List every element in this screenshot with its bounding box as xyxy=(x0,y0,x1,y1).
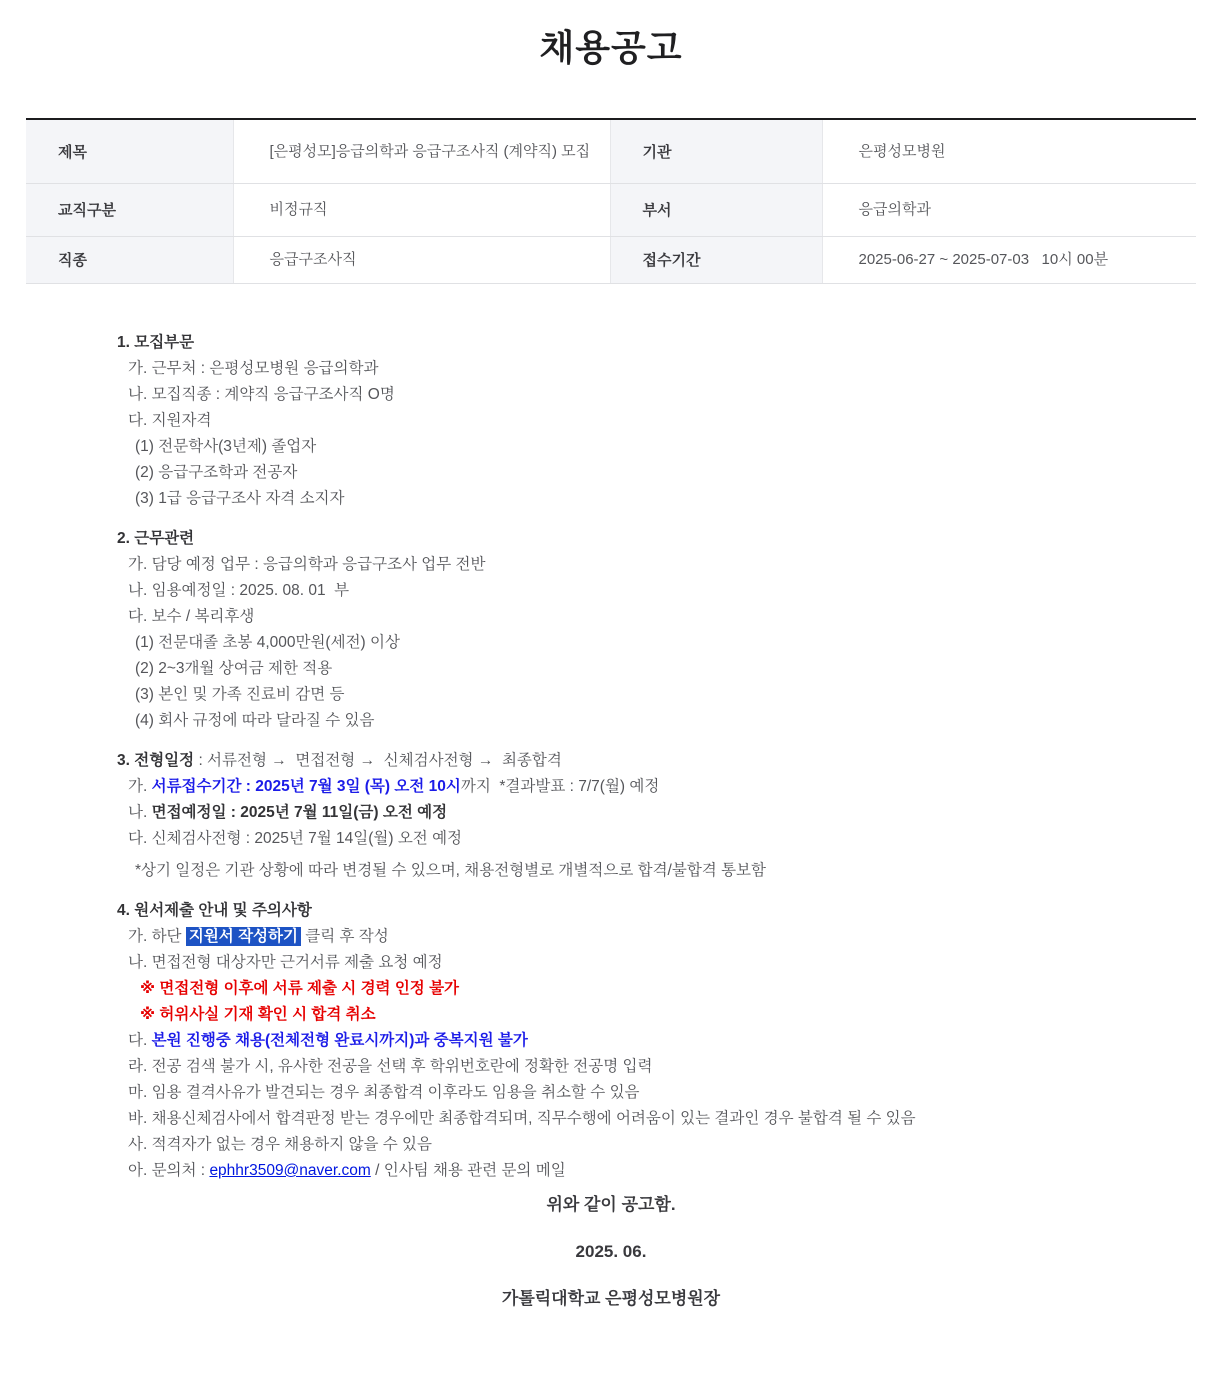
closing-block xyxy=(0,1192,1222,1333)
text-segment: / 인사팀 채용 관련 문의 메일 xyxy=(370,1162,566,1179)
label-institution: 기관 xyxy=(610,119,822,183)
body-line xyxy=(0,656,1222,682)
notice-section xyxy=(0,898,1222,1184)
body-line xyxy=(0,858,1222,884)
text-segment: 아. 문의처 : xyxy=(128,1162,210,1179)
label-job-type: 직종 xyxy=(26,236,233,283)
body-line xyxy=(0,526,1222,552)
text-segment: 4. 원서제출 안내 및 주의사항 xyxy=(117,902,312,919)
body-line xyxy=(0,330,1222,356)
value-position-class: 비정규직 xyxy=(233,183,610,236)
text-segment: 클릭 후 작성 xyxy=(300,928,389,945)
body-line xyxy=(0,774,1222,800)
label-department: 부서 xyxy=(610,183,822,236)
body-line xyxy=(0,1132,1222,1158)
text-segment: 가. 근무처 : 은평성모병원 응급의학과 xyxy=(128,360,379,377)
text-segment: 라. 전공 검색 불가 시, 유사한 전공을 선택 후 학위번호란에 정확한 전공명 입력 xyxy=(128,1058,653,1075)
apply-button-highlight[interactable]: 지원서 작성하기 xyxy=(186,927,301,946)
body-line xyxy=(0,408,1222,434)
notice-section xyxy=(0,748,1222,884)
body-line xyxy=(0,1002,1222,1028)
text-segment: 나. 면접전형 대상자만 근거서류 제출 요청 예정 xyxy=(128,954,443,971)
info-table xyxy=(26,118,1196,284)
body-line xyxy=(0,1106,1222,1132)
body-line xyxy=(0,950,1222,976)
value-job-type: 응급구조사직 xyxy=(233,236,610,283)
closing-statement: 위와 같이 공고함. xyxy=(546,1195,676,1214)
body-line xyxy=(0,1028,1222,1054)
text-segment: *상기 일정은 기관 상황에 따라 변경될 수 있으며, 채용전형별로 개별적으로 합격/불합격 통보함 xyxy=(135,862,766,879)
label-position-class: 교직구분 xyxy=(26,183,233,236)
text-segment: 가. 하단 xyxy=(128,928,186,945)
text-segment: 가. 담당 예정 업무 : 응급의학과 응급구조사 업무 전반 xyxy=(128,556,486,573)
body-line xyxy=(0,826,1222,852)
text-segment: 1. 모집부문 xyxy=(117,334,195,351)
body-line xyxy=(0,578,1222,604)
text-segment: 다. 지원자격 xyxy=(128,412,212,429)
body-line xyxy=(0,630,1222,656)
body-line xyxy=(0,552,1222,578)
value-application-period: 2025-06-27 ~ 2025-07-03 10시 00분 xyxy=(822,236,1196,283)
body-line xyxy=(0,486,1222,512)
text-segment: 다. xyxy=(128,1032,152,1049)
text-segment: 나. 임용예정일 : 2025. 08. 01 부 xyxy=(128,582,350,599)
label-title: 제목 xyxy=(26,119,233,183)
text-segment: 사. 적격자가 없는 경우 채용하지 않을 수 있음 xyxy=(128,1136,432,1153)
text-segment: 다. 신체검사전형 : 2025년 7월 14일(월) 오전 예정 xyxy=(128,830,463,847)
body-line xyxy=(0,434,1222,460)
body-line xyxy=(0,356,1222,382)
table-row xyxy=(26,236,1196,283)
text-segment: 3. 전형일정 xyxy=(117,752,195,769)
text-segment: 나. xyxy=(128,804,152,821)
text-segment: (2) 응급구조학과 전공자 xyxy=(135,464,298,481)
text-segment: (4) 회사 규정에 따라 달라질 수 있음 xyxy=(135,712,375,729)
body-line xyxy=(0,1054,1222,1080)
body-line xyxy=(0,898,1222,924)
page-title: 채용공고 xyxy=(539,27,683,68)
body-line xyxy=(0,1158,1222,1184)
table-row xyxy=(26,119,1196,183)
text-segment: 다. 보수 / 복리후생 xyxy=(128,608,255,625)
text-segment: : 서류전형 → 면접전형 → 신체검사전형 → 최종합격 xyxy=(194,752,562,769)
text-segment: 바. 채용신체검사에서 합격판정 받는 경우에만 최종합격되며, 직무수행에 어려움이 있는 결과인 경우 불합격 될 수 있음 xyxy=(128,1110,916,1127)
email-link[interactable]: ephhr3509@naver.com xyxy=(209,1162,371,1179)
text-segment: 서류접수기간 : 2025년 7월 3일 (목) 오전 10시 xyxy=(151,778,461,795)
text-segment: 마. 임용 결격사유가 발견되는 경우 최종합격 이후라도 임용을 취소할 수 있음 xyxy=(128,1084,640,1101)
body-line xyxy=(0,604,1222,630)
text-segment: (2) 2~3개월 상여금 제한 적용 xyxy=(135,660,333,677)
notice-section xyxy=(0,330,1222,512)
body-line xyxy=(0,708,1222,734)
text-segment: 까지 *결과발표 : 7/7(월) 예정 xyxy=(460,778,660,795)
body-line xyxy=(0,924,1222,950)
table-row xyxy=(26,183,1196,236)
text-segment: 면접예정일 : 2025년 7월 11일(금) 오전 예정 xyxy=(151,804,448,821)
text-segment: ※ 면접전형 이후에 서류 제출 시 경력 인정 불가 xyxy=(140,980,460,997)
body-line xyxy=(0,682,1222,708)
text-segment: 2. 근무관련 xyxy=(117,530,195,547)
body-line xyxy=(0,748,1222,774)
text-segment: (3) 본인 및 가족 진료비 감면 등 xyxy=(135,686,345,703)
text-segment: (1) 전문학사(3년제) 졸업자 xyxy=(135,438,317,455)
body-line xyxy=(0,460,1222,486)
body-line xyxy=(0,1080,1222,1106)
label-application-period: 접수기간 xyxy=(610,236,822,283)
body-line xyxy=(0,800,1222,826)
notice-body xyxy=(0,330,1222,1198)
text-segment: 나. 모집직종 : 계약직 응급구조사직 O명 xyxy=(128,386,395,403)
text-segment: (3) 1급 응급구조사 자격 소지자 xyxy=(135,490,345,507)
value-institution: 은평성모병원 xyxy=(822,119,1196,183)
text-segment: (1) 전문대졸 초봉 4,000만원(세전) 이상 xyxy=(135,634,400,651)
notice-section xyxy=(0,526,1222,734)
closing-signature: 가톨릭대학교 은평성모병원장 xyxy=(501,1289,721,1308)
text-segment: ※ 허위사실 기재 확인 시 합격 취소 xyxy=(140,1006,376,1023)
value-title: [은평성모]응급의학과 응급구조사직 (계약직) 모집 xyxy=(233,119,610,183)
value-department: 응급의학과 xyxy=(822,183,1196,236)
body-line xyxy=(0,976,1222,1002)
text-segment: 본원 진행중 채용(전체전형 완료시까지)과 중복지원 불가 xyxy=(151,1032,528,1049)
text-segment: 가. xyxy=(128,778,152,795)
body-line xyxy=(0,382,1222,408)
closing-date: 2025. 06. xyxy=(575,1242,647,1261)
